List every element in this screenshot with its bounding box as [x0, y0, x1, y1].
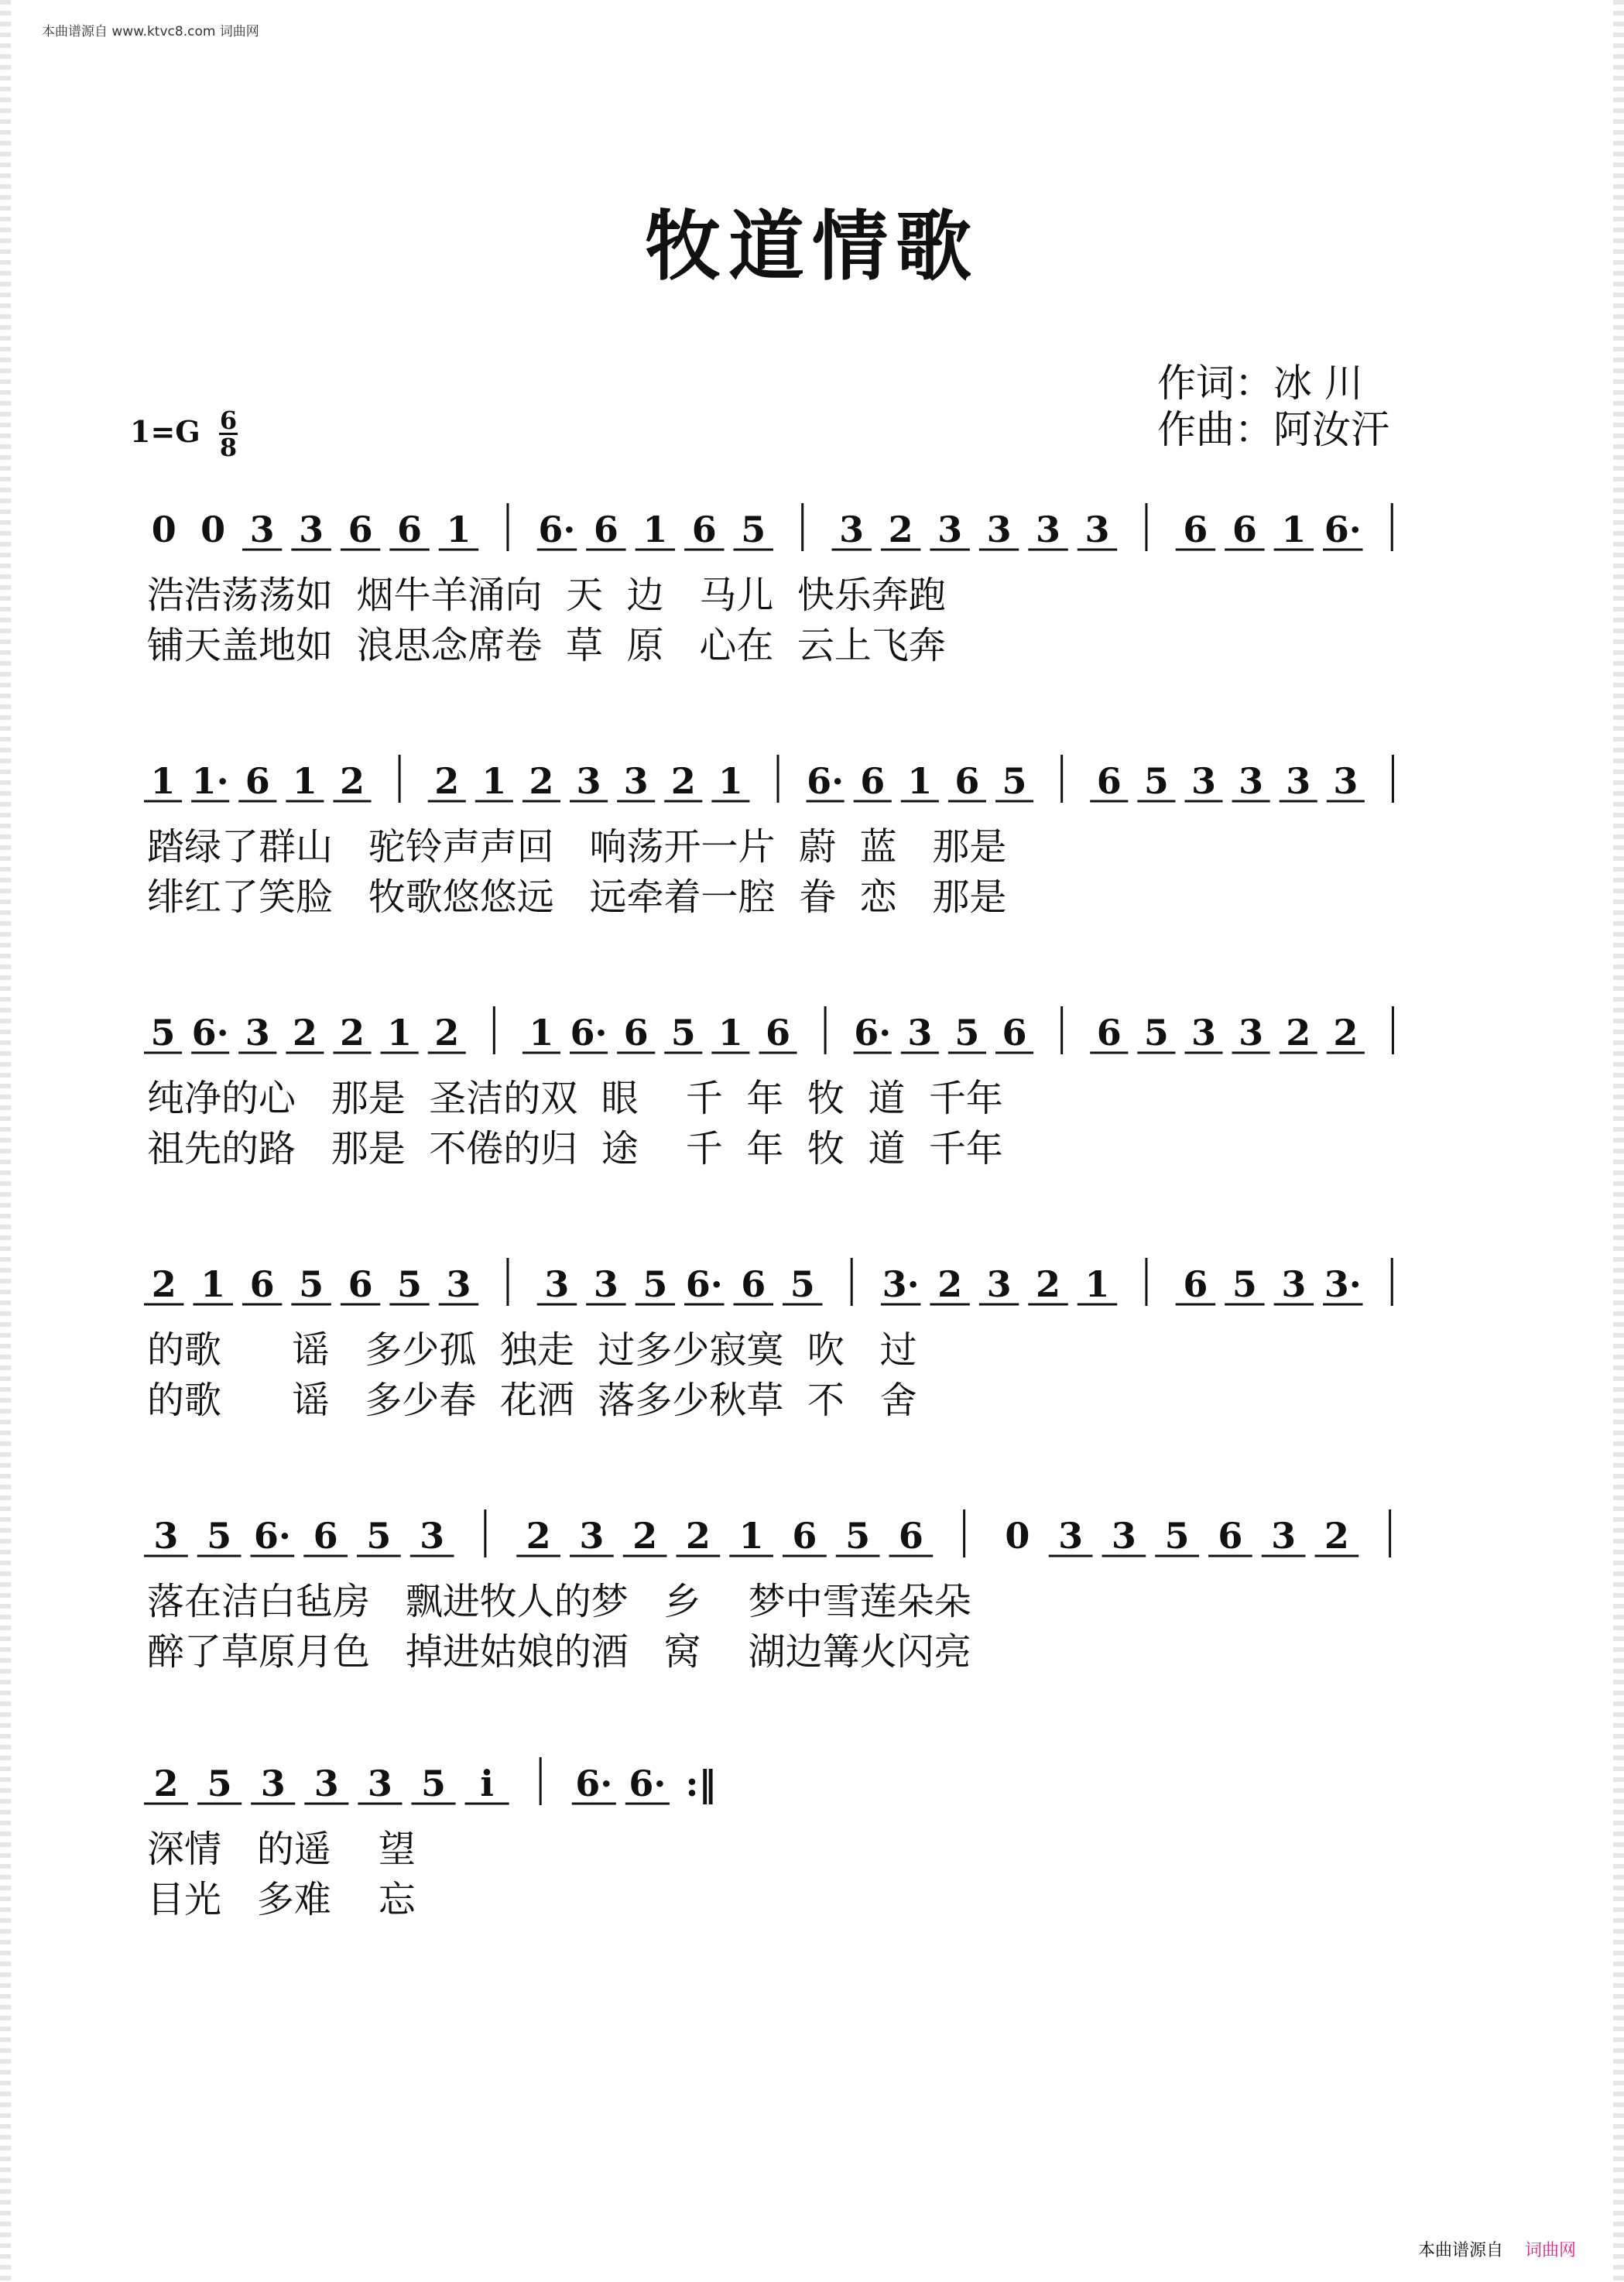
note: 3 — [593, 1263, 618, 1305]
score-row-2 — [144, 755, 1393, 919]
lyrics-verse2: 祖先的路 那是 不倦的归 途 千 年 牧 道 千年 — [147, 1127, 1003, 1170]
footer-site-link[interactable]: 词曲网 — [1525, 2241, 1577, 2260]
note: 6 — [860, 760, 886, 802]
note: 3 — [1084, 509, 1110, 550]
note: 1 — [200, 1263, 226, 1305]
note: 1 — [150, 760, 176, 802]
lyrics-verse2: 的歌 谣 多少春 花洒 落多少秋草 不 舍 — [147, 1379, 917, 1422]
note: 5 — [207, 1515, 232, 1557]
note: 5 — [741, 509, 766, 550]
score-row-3 — [144, 1006, 1393, 1170]
note: 3 — [153, 1515, 179, 1557]
note: 2 — [1333, 1012, 1358, 1054]
note: 5 — [790, 1263, 815, 1305]
note: 2 — [339, 760, 365, 802]
note: 3 — [937, 509, 963, 550]
note: 1 — [292, 760, 317, 802]
note: 5 — [150, 1012, 176, 1054]
note: 5 — [1143, 1012, 1169, 1054]
note: 1 — [642, 509, 668, 550]
note: 0 — [200, 509, 226, 550]
note: 6 — [348, 509, 373, 550]
note: 3 — [1333, 760, 1358, 802]
note: 6· — [253, 1515, 291, 1557]
note: 3 — [986, 1263, 1012, 1305]
note: 3 — [839, 509, 865, 550]
repeat-end-sign: :‖ — [685, 1763, 717, 1804]
note: 2 — [1286, 1012, 1311, 1054]
note: 6 — [1002, 1012, 1027, 1054]
note: 2 — [888, 509, 913, 550]
note: 6 — [313, 1515, 338, 1557]
note: 6 — [1183, 1263, 1208, 1305]
note: 3· — [1324, 1263, 1362, 1305]
note: 5 — [954, 1012, 980, 1054]
note: 3 — [299, 509, 324, 550]
note: 6· — [854, 1012, 892, 1054]
note: 3 — [1191, 760, 1217, 802]
note: 2 — [526, 1515, 551, 1557]
composer-credit: 作曲：阿汝汗 — [1157, 407, 1389, 452]
note: i — [480, 1763, 494, 1804]
note: 3 — [1286, 760, 1311, 802]
note: 6 — [1096, 760, 1122, 802]
lyrics-verse1: 落在洁白毡房 飘进牧人的梦 乡 梦中雪莲朵朵 — [147, 1580, 971, 1623]
note: 2 — [1036, 1263, 1061, 1305]
note: 6 — [954, 760, 980, 802]
note: 6· — [575, 1763, 613, 1804]
note: 6· — [807, 760, 845, 802]
note: 6 — [249, 1263, 275, 1305]
note: 5 — [207, 1763, 232, 1804]
note: 5 — [642, 1263, 668, 1305]
note: 1 — [387, 1012, 413, 1054]
note: 6· — [570, 1012, 608, 1054]
song-title: 牧道情歌 — [644, 202, 979, 291]
note: 6 — [898, 1515, 923, 1557]
note: 6 — [1218, 1515, 1243, 1557]
note: 3 — [1271, 1515, 1297, 1557]
note: 6· — [191, 1012, 229, 1054]
note: 6 — [397, 509, 423, 550]
note: 3 — [446, 1263, 471, 1305]
note: 2 — [529, 760, 554, 802]
note: 3 — [1058, 1515, 1084, 1557]
note: 6 — [623, 1012, 649, 1054]
source-header: 本曲谱源自 www.ktvc8.com 词曲网 — [42, 24, 259, 39]
note: 6 — [792, 1515, 817, 1557]
note: 2 — [632, 1515, 658, 1557]
note: 1 — [446, 509, 471, 550]
note: 5 — [1232, 1263, 1257, 1305]
lyrics-verse2: 目光 多难 忘 — [147, 1878, 416, 1921]
lyrics-verse1: 的歌 谣 多少孤 独走 过多少寂寞 吹 过 — [147, 1328, 917, 1372]
note: 6· — [685, 1263, 723, 1305]
note: 3 — [986, 509, 1012, 550]
note: 3 — [1239, 1012, 1264, 1054]
note: 3 — [313, 1763, 339, 1804]
note: 5 — [845, 1515, 871, 1557]
note: 5 — [299, 1263, 324, 1305]
key-signature: 1=G — [130, 414, 200, 449]
note: 5 — [1164, 1515, 1190, 1557]
note: 6 — [765, 1012, 791, 1054]
note: 6 — [1183, 509, 1208, 550]
score-row-6 — [144, 1757, 716, 1921]
note: 5 — [366, 1515, 392, 1557]
note: 2 — [434, 760, 460, 802]
note: 5 — [670, 1012, 696, 1054]
note: 2 — [434, 1012, 460, 1054]
note: 3 — [907, 1012, 933, 1054]
note: 3 — [249, 509, 275, 550]
note: 2 — [670, 760, 696, 802]
note: 2 — [292, 1012, 317, 1054]
note: 3 — [260, 1763, 286, 1804]
note: 1 — [718, 1012, 743, 1054]
note: 2 — [339, 1012, 365, 1054]
note: 3 — [1239, 760, 1264, 802]
note: 3· — [882, 1263, 920, 1305]
note: 3 — [420, 1515, 445, 1557]
note: 1 — [718, 760, 743, 802]
note: 5 — [1143, 760, 1169, 802]
lyricist-credit: 作词：冰 川 — [1157, 361, 1363, 406]
note: 3 — [245, 1012, 270, 1054]
note: 6· — [629, 1763, 666, 1804]
note: 6· — [538, 509, 576, 550]
time-signature-bottom: 8 — [219, 433, 238, 462]
footer-source: 本曲谱源自 — [1418, 2241, 1504, 2260]
lyrics-verse1: 踏绿了群山 驼铃声声回 响荡开一片 蔚 蓝 那是 — [147, 825, 1007, 869]
note: 1 — [1281, 509, 1307, 550]
note: 3 — [544, 1263, 570, 1305]
note: 6 — [593, 509, 618, 550]
note: 3 — [1281, 1263, 1307, 1305]
lyrics-verse2: 绯红了笑脸 牧歌悠悠远 远牵着一腔 眷 恋 那是 — [147, 875, 1007, 919]
lyrics-verse1: 深情 的遥 望 — [147, 1828, 416, 1871]
note: 3 — [1191, 1012, 1217, 1054]
note: 1 — [907, 760, 933, 802]
note: 5 — [1002, 760, 1027, 802]
note: 1 — [529, 1012, 554, 1054]
lyrics-verse2: 醉了草原月色 掉进姑娘的酒 窝 湖边篝火闪亮 — [147, 1630, 971, 1674]
note: 3 — [579, 1515, 605, 1557]
note: 1 — [1084, 1263, 1110, 1305]
note: 1 — [481, 760, 507, 802]
note: 2 — [151, 1263, 176, 1305]
score-row-5 — [144, 1509, 1390, 1674]
note: 2 — [685, 1515, 711, 1557]
note: 2 — [937, 1263, 963, 1305]
note: 6· — [1324, 509, 1362, 550]
note: 6 — [348, 1263, 373, 1305]
lyrics-verse1: 纯净的心 那是 圣洁的双 眼 千 年 牧 道 千年 — [147, 1077, 1003, 1120]
note: 3 — [576, 760, 601, 802]
lyrics-verse2: 铺天盖地如 浪思念席卷 草 原 心在 云上飞奔 — [147, 624, 946, 667]
score-row-4 — [144, 1258, 1392, 1422]
note: 0 — [151, 509, 176, 550]
note: 1· — [191, 760, 229, 802]
note: 1 — [738, 1515, 764, 1557]
lyrics-verse1: 浩浩荡荡如 烟牛羊涌向 天 边 马儿 快乐奔跑 — [147, 574, 946, 617]
note: 3 — [1036, 509, 1061, 550]
note: 6 — [245, 760, 270, 802]
note: 3 — [367, 1763, 392, 1804]
note: 5 — [420, 1763, 447, 1804]
time-signature-top: 6 — [219, 406, 238, 435]
note: 3 — [623, 760, 649, 802]
note: 0 — [1005, 1515, 1030, 1557]
note: 6 — [691, 509, 717, 550]
note: 5 — [397, 1263, 423, 1305]
note: 2 — [153, 1763, 179, 1804]
note: 3 — [1111, 1515, 1136, 1557]
note: 6 — [1232, 509, 1257, 550]
note: 6 — [741, 1263, 766, 1305]
note: 6 — [1096, 1012, 1122, 1054]
note: 2 — [1324, 1515, 1349, 1557]
score-row-1 — [147, 503, 1392, 667]
